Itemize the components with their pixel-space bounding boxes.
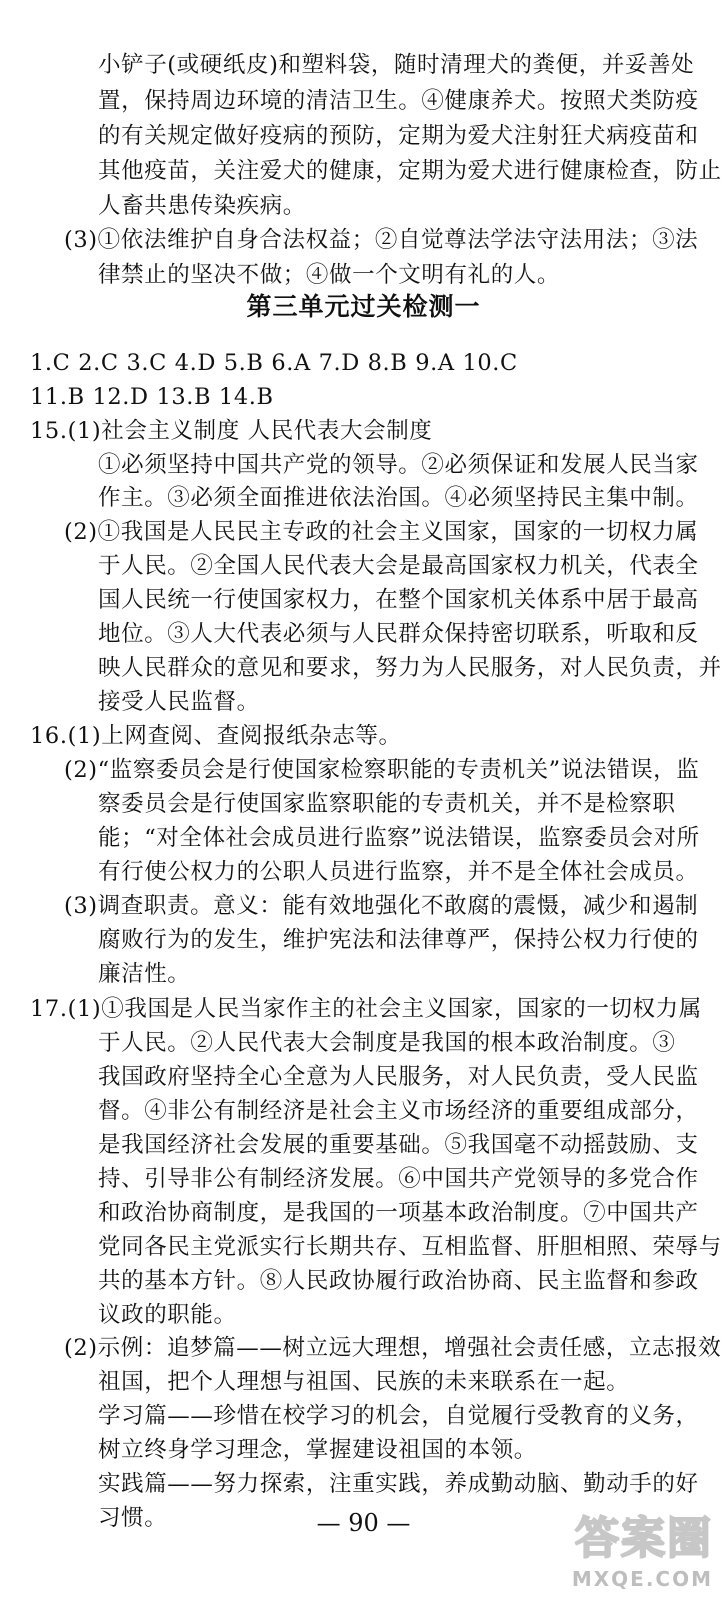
page-number: — 90 — <box>316 1509 411 1537</box>
watermark-logo-text: 答案圈 <box>575 1513 713 1564</box>
q17-answer-line: 议政的职能。 <box>98 1302 237 1328</box>
continued-text-line: 置，保持周边环境的清洁卫生。④健康养犬。按照犬类防疫 <box>98 88 699 114</box>
q17-answer-line: 和政治协商制度，是我国的一项基本政治制度。⑦中国共产 <box>98 1200 699 1226</box>
q15-answer-line: 映人民群众的意见和要求，努力为人民服务，对人民负责，并 <box>98 655 722 681</box>
watermark-url-text: MXQE.COM <box>571 1567 713 1591</box>
q17-answer-line: 我国政府坚持全心全意为人民服务，对人民负责，受人民监 <box>98 1064 699 1090</box>
q17-answer-line: 党同各民主党派实行长期共存、互相监督、肝胆相照、荣辱与 <box>98 1234 722 1260</box>
section-title: 第三单元过关检测一 <box>246 292 481 321</box>
q17-answer-line: 祖国，把个人理想与祖国、民族的未来联系在一起。 <box>98 1369 630 1395</box>
q16-answer-line: (2)“监察委员会是行使国家检察职能的专责机关”说法错误，监 <box>64 757 700 783</box>
q15-answer-line: 作主。③必须全面推进依法治国。④必须坚持民主集中制。 <box>98 485 699 511</box>
q17-answer-line: (2)示例：追梦篇——树立远大理想，增强社会责任感，立志报效 <box>64 1335 722 1361</box>
watermark-logo <box>519 1512 719 1594</box>
continued-text-line: 其他疫苗，关注爱犬的健康，定期为爱犬进行健康检查，防止 <box>98 158 722 184</box>
q17-answer-line: 督。④非公有制经济是社会主义市场经济的重要组成部分， <box>98 1098 699 1124</box>
q17-answer-line: 共的基本方针。⑧人民政协履行政治协商、民主监督和参政 <box>98 1268 699 1294</box>
q17-answer-line: 习惯。 <box>98 1505 168 1531</box>
q17-answer-line: 实践篇——努力探索，注重实践，养成勤动脑、勤动手的好 <box>98 1471 699 1497</box>
q3-answer-line: 律禁止的坚决不做；④做一个文明有礼的人。 <box>98 262 561 288</box>
q15-answer-line: 国人民统一行使国家权力，在整个国家机关体系中居于最高 <box>98 587 699 613</box>
q16-answer-line: 16.(1)上网查阅、查阅报纸杂志等。 <box>30 723 402 749</box>
q17-answer-line: 持、引导非公有制经济发展。⑥中国共产党领导的多党合作 <box>98 1166 699 1192</box>
q15-answer-line: (2)①我国是人民民主专政的社会主义国家，国家的一切权力属 <box>64 519 699 545</box>
q16-answer-line: 察委员会是行使国家监察职能的专责机关，并不是检察职 <box>98 791 676 817</box>
q16-answer-line: (3)调查职责。意义：能有效地强化不敢腐的震慑，减少和遏制 <box>64 893 699 919</box>
mc-answers-line: 1.C 2.C 3.C 4.D 5.B 6.A 7.D 8.B 9.A 10.C <box>30 350 518 376</box>
q15-answer-line: ①必须坚持中国共产党的领导。②必须保证和发展人民当家 <box>98 452 699 478</box>
q16-answer-line: 有行使公权力的公职人员进行监察，并不是全体社会成员。 <box>98 859 699 885</box>
continued-text-line: 小铲子(或硬纸皮)和塑料袋，随时清理犬的粪便，并妥善处 <box>98 52 695 78</box>
q15-answer-line: 于人民。②全国人民代表大会是最高国家权力机关，代表全 <box>98 553 699 579</box>
q15-answer-line: 接受人民监督。 <box>98 689 260 715</box>
q17-answer-line: 17.(1)①我国是人民当家作主的社会主义国家，国家的一切权力属 <box>30 996 702 1022</box>
q15-answer-line: 15.(1)社会主义制度 人民代表大会制度 <box>30 418 433 444</box>
continued-text-line: 的有关规定做好疫病的预防，定期为爱犬注射狂犬病疫苗和 <box>98 123 699 149</box>
q17-answer-line: 学习篇——珍惜在校学习的机会，自觉履行受教育的义务， <box>98 1403 699 1429</box>
q15-answer-line: 地位。③人大代表必须与人民群众保持密切联系，听取和反 <box>98 621 699 647</box>
continued-text-line: 人畜共患传染疾病。 <box>98 193 306 219</box>
q16-answer-line: 腐败行为的发生，维护宪法和法律尊严，保持公权力行使的 <box>98 927 699 953</box>
q17-answer-line: 于人民。②人民代表大会制度是我国的根本政治制度。③ <box>98 1030 676 1056</box>
q3-answer-line: (3)①依法维护自身合法权益；②自觉尊法学法守法用法；③法 <box>64 227 699 253</box>
q16-answer-line: 能；“对全体社会成员进行监察”说法错误，监察委员会对所 <box>98 825 700 851</box>
q16-answer-line: 廉洁性。 <box>98 961 191 987</box>
q17-answer-line: 树立终身学习理念，掌握建设祖国的本领。 <box>98 1437 537 1463</box>
q17-answer-line: 是我国经济社会发展的重要基础。⑤我国毫不动摇鼓励、支 <box>98 1132 699 1158</box>
mc-answers-line: 11.B 12.D 13.B 14.B <box>30 384 274 410</box>
